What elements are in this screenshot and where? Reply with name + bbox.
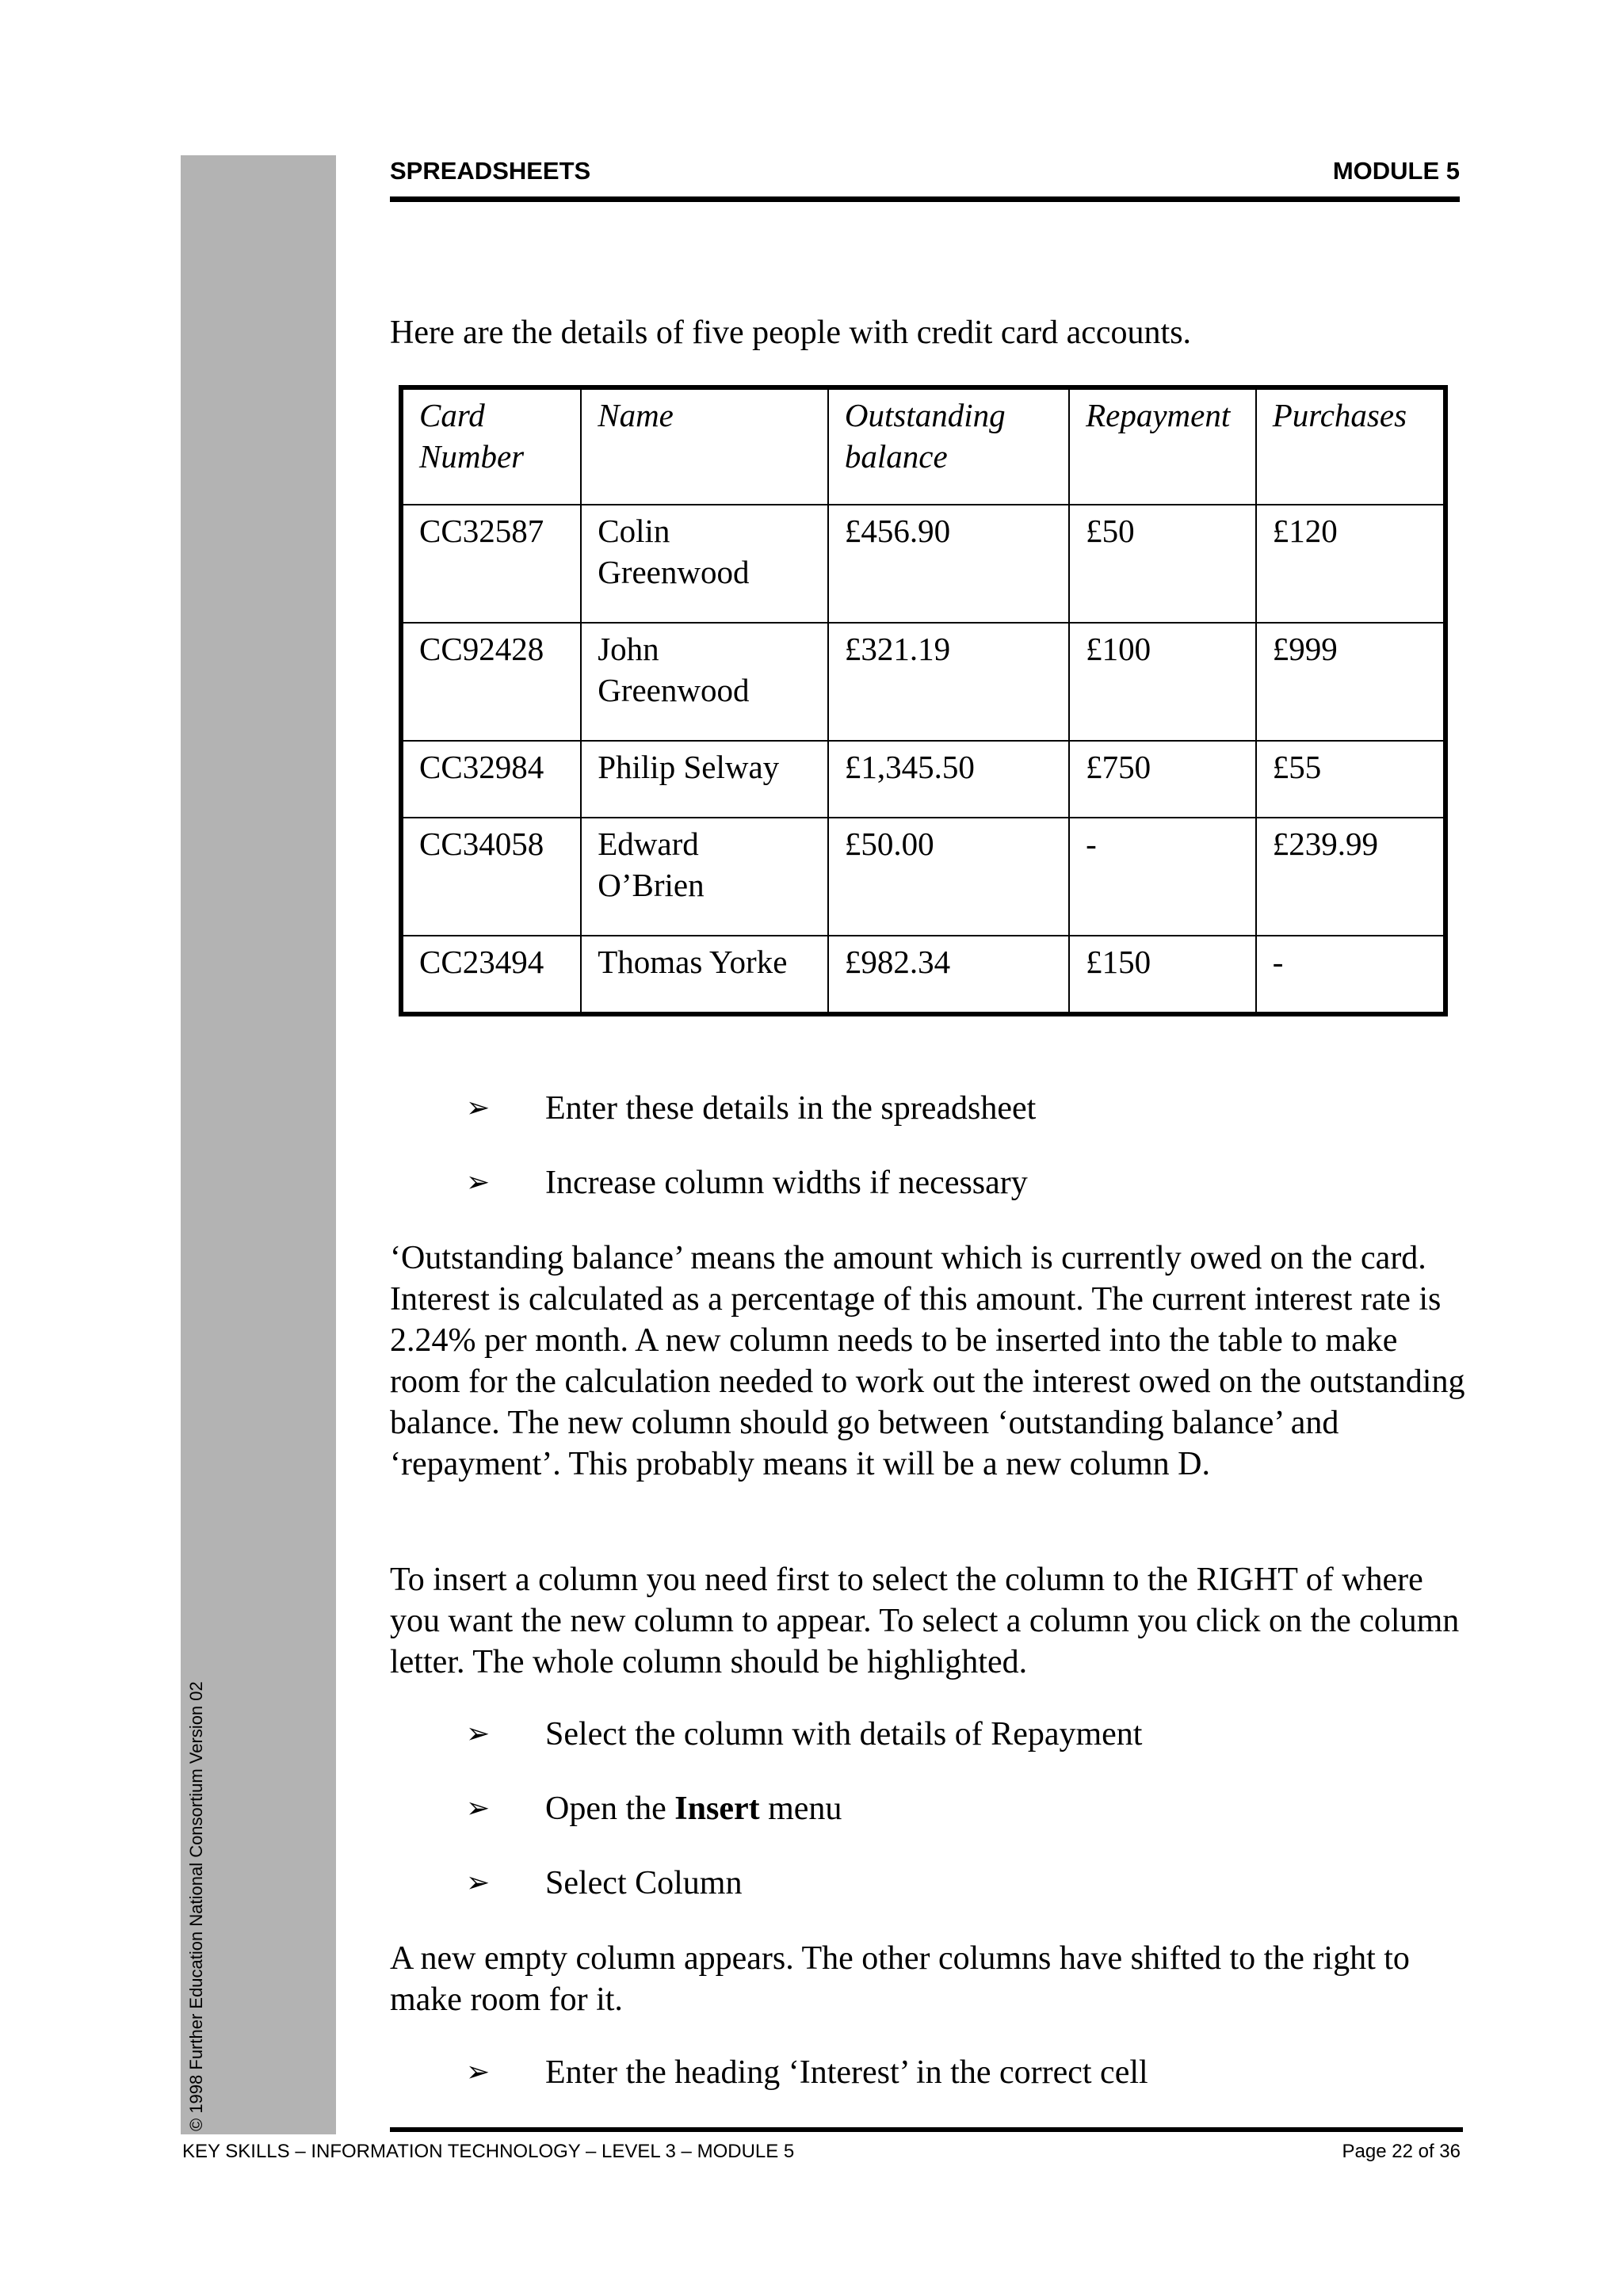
cell-purchases: £55 [1256,741,1445,818]
cell-name: Edward O’Brien [581,818,828,936]
cell-card-number: CC23494 [401,936,581,1014]
arrow-bullet-icon: ➢ [466,1092,491,1124]
cell-name: Colin Greenwood [581,505,828,623]
arrow-bullet-icon: ➢ [466,1792,491,1825]
table-row [401,818,1445,936]
footer-rule [390,2127,1463,2132]
arrow-bullet-icon: ➢ [466,2056,491,2088]
accounts-table [399,385,1448,1016]
bullet-text-post: menu [759,1791,842,1827]
header-module: MODULE 5 [1332,157,1460,185]
header-outstanding-balance: Outstanding balance [828,387,1069,505]
cell-repayment: £150 [1069,936,1256,1014]
table-row [401,741,1445,818]
intro-text: Here are the details of five people with credit card accounts. [390,315,1192,351]
table-row [401,936,1445,1014]
cell-repayment: £100 [1069,623,1256,741]
copyright-credit: © 1998 Further Education National Consortium Version 02 [186,1681,206,2131]
insert-menu-name: Insert [674,1791,760,1827]
cell-purchases: £999 [1256,623,1445,741]
cell-name: John Greenwood [581,623,828,741]
bullet-text: Enter the heading ‘Interest’ in the correct cell [545,2054,1148,2091]
cell-card-number: CC32984 [401,741,581,818]
cell-card-number: CC92428 [401,623,581,741]
footer-title: KEY SKILLS – INFORMATION TECHNOLOGY – LEVEL 3 – MODULE 5 [182,2141,795,2162]
arrow-bullet-icon: ➢ [466,1867,491,1899]
cell-purchases: £239.99 [1256,818,1445,936]
paragraph-outstanding-balance: ‘Outstanding balance’ means the amount which is currently owed on the card. Interest is calculated as a percentage of this amount. The current interest rate is 2.24% per month. A new column needs to be inserted into the table to make room for the calculation needed to work out the interest owed on the outstanding balance. The new column should go between ‘outstanding balance’ and ‘repayment’. This probably means it will be a new column D. [390,1240,1465,1482]
cell-card-number: CC32587 [401,505,581,623]
cell-name: Philip Selway [581,741,828,818]
header-title: SPREADSHEETS [390,157,591,185]
header-purchases: Purchases [1256,387,1445,505]
paragraph-new-column: A new empty column appears. The other columns have shifted to the right to make room for it. [390,1940,1410,2018]
cell-balance: £1,345.50 [828,741,1069,818]
table-header-row [401,387,1445,505]
table-row [401,505,1445,623]
cell-balance: £50.00 [828,818,1069,936]
bullet-text: Enter these details in the spreadsheet [545,1090,1037,1127]
header-card-number: Card Number [401,387,581,505]
header-name: Name [581,387,828,505]
page-number: Page 22 of 36 [1342,2141,1461,2162]
cell-repayment: - [1069,818,1256,936]
bullet-text: Increase column widths if necessary [545,1165,1028,1201]
cell-repayment: £750 [1069,741,1256,818]
table-row [401,623,1445,741]
cell-repayment: £50 [1069,505,1256,623]
bullet-text [545,1788,842,1829]
cell-purchases: - [1256,936,1445,1014]
cell-name: Thomas Yorke [581,936,828,1014]
arrow-bullet-icon: ➢ [466,1718,491,1750]
bullet-text: Select Column [545,1865,743,1901]
bullet-text: Select the column with details of Repayment [545,1716,1143,1753]
paragraph-insert-column: To insert a column you need first to select the column to the RIGHT of where you want the new column to appear. To select a column you click on the column letter. The whole column should be highlighted. [390,1562,1460,1680]
bullet-text-pre: Open the [545,1791,675,1827]
header-repayment: Repayment [1069,387,1256,505]
cell-card-number: CC34058 [401,818,581,936]
cell-purchases: £120 [1256,505,1445,623]
cell-balance: £456.90 [828,505,1069,623]
cell-balance: £982.34 [828,936,1069,1014]
arrow-bullet-icon: ➢ [466,1166,491,1199]
page-header [390,155,1460,202]
cell-balance: £321.19 [828,623,1069,741]
